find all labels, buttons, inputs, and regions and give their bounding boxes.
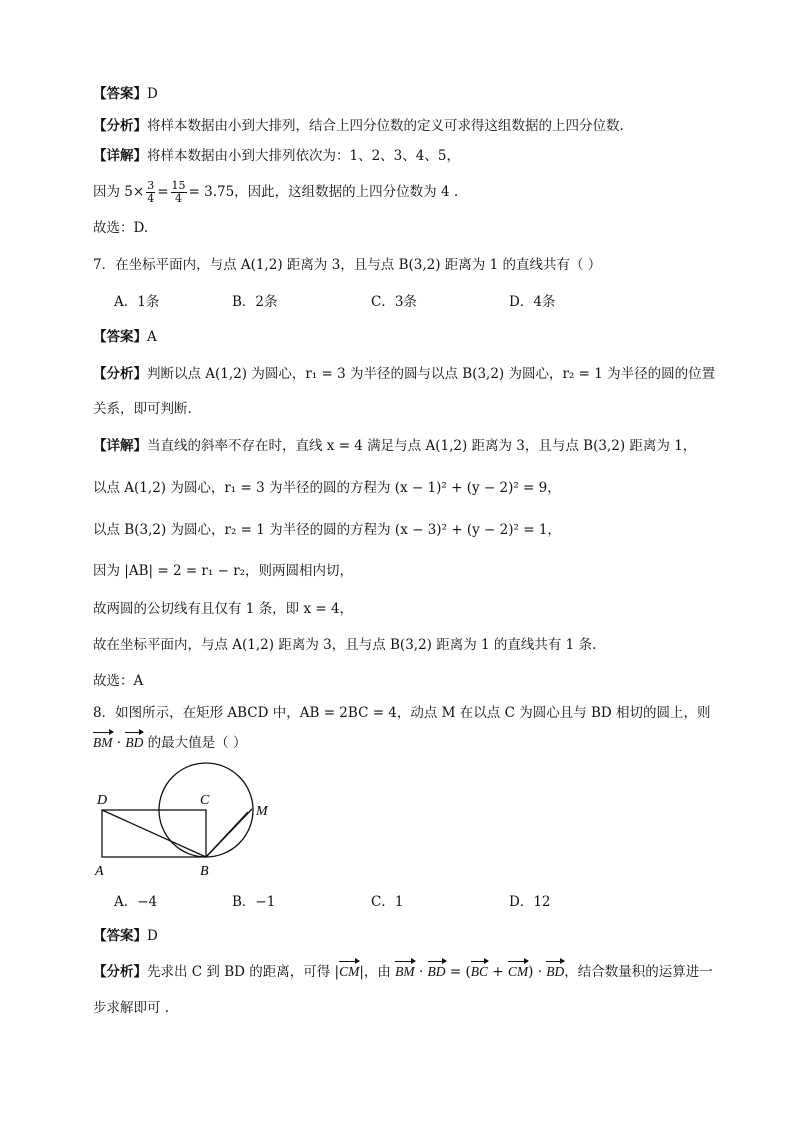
analysis-line [93, 116, 624, 136]
q7-detail-line-5: 故两圆的公切线有且仅有 1 条，即 x = 4， [93, 601, 354, 617]
q8-option-b: B．−1 [232, 894, 276, 910]
answer-value: D [147, 86, 158, 102]
geometry-figure [90, 758, 290, 883]
answer-tag: 【答案】 [93, 86, 147, 102]
question-8-stem-2: BM · BD 的最大值是（ ） [93, 735, 247, 751]
fraction-3-4: $\frac{3}{4}$ [147, 179, 155, 205]
vector-bm: BM [395, 962, 415, 982]
q7-answer-line: 【答案】A [93, 329, 157, 345]
vector-bc: BC [471, 962, 488, 982]
q8-answer-line: 【答案】D [93, 928, 158, 944]
q7-choose-line: 故选：A [93, 673, 144, 689]
q7-option-a: A．1条 [114, 294, 160, 310]
q8-option-c: C．1 [371, 894, 404, 910]
q8-option-d: D．12 [509, 894, 551, 910]
q7-detail-line-3: 以点 B(3,2) 为圆心，r₂ = 1 为半径的圆的方程为 (x − 3)² + (y − 2)² = 1， [93, 522, 561, 538]
question-8-stem: 8．如图所示，在矩形 ABCD 中，AB = 2BC = 4，动点 M 在以点 C 为圆心且与 BD 相切的圆上，则 [93, 705, 711, 721]
q7-detail-line: 【详解】当直线的斜率不存在时，直线 x = 4 满足与点 A(1,2) 距离为 3，且与点 B(3,2) 距离为 1， [93, 438, 697, 454]
detail-tag: 【详解】 [93, 148, 147, 164]
vector-bd: BD [125, 733, 143, 753]
q7-detail-line-6: 故在坐标平面内，与点 A(1,2) 距离为 3，且与点 B(3,2) 距离为 1 的直线共有 1 条. [93, 637, 597, 653]
question-7-stem: 7．在坐标平面内，与点 A(1,2) 距离为 3，且与点 B(3,2) 距离为 1 的直线共有（ ） [93, 257, 602, 273]
detail-text: 将样本数据由小到大排列依次为：1、2、3、4、5， [147, 148, 460, 164]
q7-analysis-line-2: 关系，即可判断. [93, 401, 192, 417]
label-d: D [97, 793, 108, 808]
choose-line: 故选：D. [93, 220, 149, 236]
q7-detail-line-2: 以点 A(1,2) 为圆心，r₁ = 3 为半径的圆的方程为 (x − 1)² + (y − 2)² = 9， [93, 480, 561, 496]
q7-option-d: D．4条 [509, 294, 556, 310]
q7-analysis-line: 【分析】判断以点 A(1,2) 为圆心，r₁ = 3 为半径的圆与以点 B(3,2) 为圆心，r₂ = 1 为半径的圆的位置 [93, 366, 716, 382]
q7-option-b: B．2条 [232, 294, 278, 310]
vector-cm: CM [339, 962, 359, 982]
calc-line: 因为 5× $\frac{3}{4}$ = $\frac{15}{4}$ = 3.75，因此，这组数据的上四分位数为 4 . [93, 179, 459, 205]
q7-option-c: C．3条 [371, 294, 417, 310]
calc-prefix: 因为 [93, 184, 120, 200]
segment-bm-edge [206, 812, 248, 857]
vector-bd: BD [428, 962, 446, 982]
vector-cm: CM [508, 962, 528, 982]
analysis-tag: 【分析】 [93, 118, 147, 134]
q8-analysis-line-2: 步求解即可 . [93, 1000, 170, 1016]
label-m: M [256, 804, 268, 819]
calc-b: = 3.75，因此，这组数据的上四分位数为 4 . [188, 184, 459, 200]
label-b: B [200, 864, 209, 879]
label-c: C [200, 793, 210, 808]
analysis-text: 将样本数据由小到大排列，结合上四分位数的定义可求得这组数据的上四分位数. [147, 118, 624, 134]
answer-line [93, 84, 158, 104]
label-a: A [95, 864, 104, 879]
detail-line [93, 146, 460, 166]
q8-analysis-line: 【分析】先求出 C 到 BD 的距离，可得 |CM|，由 BM · BD = (BC + CM) · BD，结合数量积的运算进一 [93, 964, 713, 980]
vector-bm: BM [93, 733, 113, 753]
fraction-15-4: $\frac{15}{4}$ [171, 179, 186, 205]
diagonal-bd [102, 810, 206, 857]
vector-bd: BD [546, 962, 564, 982]
calc-a: 5× [124, 184, 145, 200]
q8-option-a: A．−4 [114, 894, 158, 910]
q7-detail-line-4: 因为 |AB| = 2 = r₁ − r₂，则两圆相内切， [93, 563, 354, 579]
